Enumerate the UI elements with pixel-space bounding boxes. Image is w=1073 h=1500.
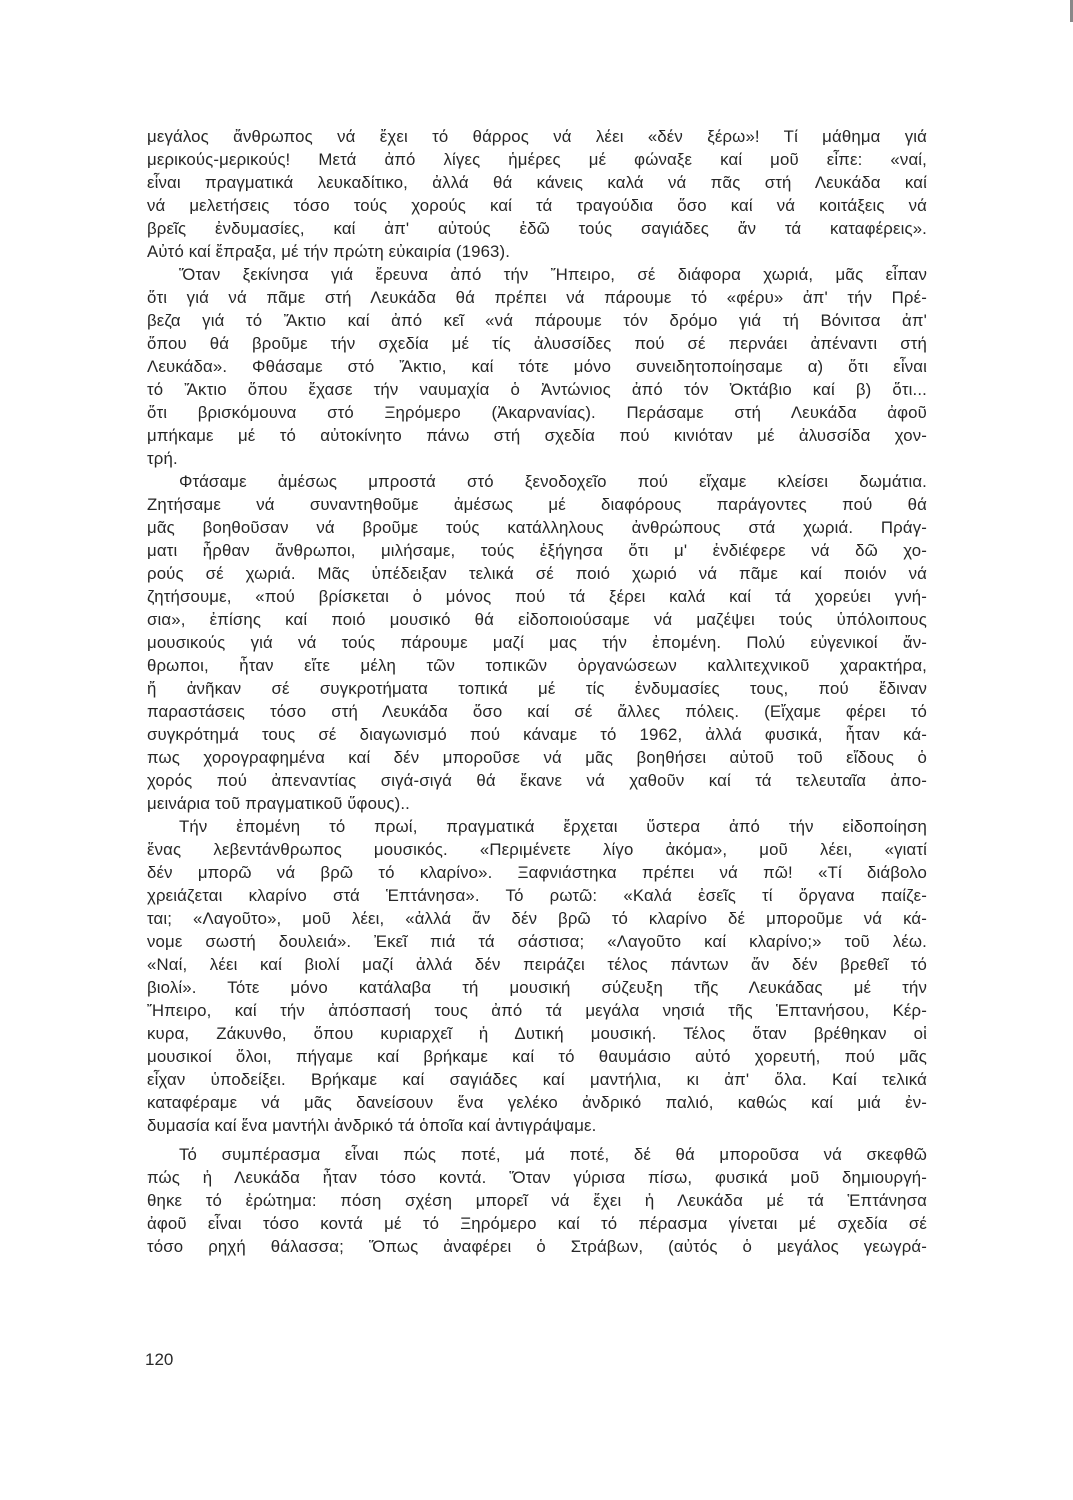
paragraph-5	[147, 1143, 927, 1258]
text-line: «Ναί, λέει καί βιολί μαζί ἀλλά δέν πειράζει τέλος πάντων ἄν δέν βρεθεῖ τό	[147, 955, 927, 974]
text-line: βρεῖς ἐνδυμασίες, καί ἀπ' αὐτούς ἐδῶ τούς σαγιάδες ἄν τά καταφέρεις».	[147, 219, 927, 238]
text-line: ρούς σέ χωριά. Μᾶς ὑπέδειξαν τελικά σέ ποιό χωριό νά πᾶμε καί ποιόν νά	[147, 564, 927, 583]
text-line: μουσικοί ὅλοι, πήγαμε καί βρήκαμε καί τό θαυμάσιο αὐτό χορευτή, πού μᾶς	[147, 1047, 927, 1066]
text-line: ἀφοῦ εἶναι τόσο κοντά μέ τό Ξηρόμερο καί τό πέρασμα γίνεται μέ σχεδία σέ	[147, 1214, 927, 1233]
text-line: τρή.	[147, 449, 178, 468]
text-line: νά μελετήσεις τόσο τούς χορούς καί τά τραγούδια ὅσο καί νά κοιτάξεις νά	[147, 196, 927, 215]
text-line: Αὐτό καί ἔπραξα, μέ τήν πρώτη εὐκαιρία (1963).	[147, 242, 511, 261]
text-line: μᾶς βοηθοῦσαν νά βροῦμε τούς κατάλληλους ἀνθρώπους στά χωριά. Πράγ-	[147, 518, 927, 537]
text-line: σια», ἐπίσης καί ποιό μουσικό θά εἰδοποιούσαμε νά μαζέψει τούς ὑπόλοιπους	[147, 610, 927, 629]
text-line: δέν μπορῶ νά βρῶ τό κλαρίνο». Ξαφνιάστηκα πρέπει νά πῶ! «Τί διάβολο	[147, 863, 927, 882]
text-line: εἶναι πραγματικά λευκαδίτικο, ἀλλά θά κάνεις καλά νά πᾶς στή Λευκάδα καί	[147, 173, 927, 192]
text-line: δυμασία καί ἕνα μαντήλι ἀνδρικό τά ὁποῖα καί ἀντιγράψαμε.	[147, 1116, 597, 1135]
text-line: μεινάρια τοῦ πραγματικοῦ ὕφους)..	[147, 794, 410, 813]
text-line: χρειάζεται κλαρίνο στά Ἑπτάνησα». Τό ρωτῶ: «Καλά ἐσεῖς τί ὄργανα παίζε-	[147, 886, 927, 905]
text-line: ὅπου θά βροῦμε τήν σχεδία μέ τίς ἀλυσσίδες πού σέ περνάει ἀπέναντι στή	[147, 334, 927, 353]
text-line: εἶχαν ὑποδείξει. Βρήκαμε καί σαγιάδες καί μαντήλια, κι ἀπ' ὅλα. Καί τελικά	[147, 1070, 927, 1089]
text-line: ἕνας λεβεντάνθρωπος μουσικός. «Περιμένετε λίγο ἀκόμα», μοῦ λέει, «γιατί	[147, 840, 927, 859]
text-line: πως χορογραφημένα καί δέν μποροῦσε νά μᾶς βοηθήσει αὐτοῦ τοῦ εἴδους ὁ	[147, 748, 927, 767]
text-line: ζητήσουμε, «πού βρίσκεται ὁ μόνος πού τά ξέρει καλά καί τά χορεύει γνή-	[147, 587, 927, 606]
text-line: βεζα γιά τό Ἄκτιο καί ἀπό κεῖ «νά πάρουμε τόν δρόμο γιά τή Βόνιτσα ἀπ'	[147, 311, 927, 330]
text-line: Τό συμπέρασμα εἶναι πώς ποτέ, μά ποτέ, δέ θά μποροῦσα νά σκεφθῶ	[179, 1145, 927, 1164]
text-line: Λευκάδα». Φθάσαμε στό Ἄκτιο, καί τότε μόνο συνειδητοποίησαμε α) ὅτι εἶναι	[147, 357, 927, 376]
text-line: βιολί». Τότε μόνο κατάλαβα τή μουσική σύζευξη τῆς Λευκάδας μέ τήν	[147, 978, 927, 997]
paragraph-1	[147, 125, 927, 263]
text-line: Τήν ἐπομένη τό πρωί, πραγματικά ἔρχεται ὕστερα ἀπό τήν εἰδοποίηση	[179, 817, 927, 836]
text-line: καταφέραμε νά μᾶς δανείσουν ἕνα γελέκο ἀνδρικό παλιό, καθώς καί μιά ἐν-	[147, 1093, 927, 1112]
text-line: τόσο ρηχή θάλασσα; Ὅπως ἀναφέρει ὁ Στράβων, (αὐτός ὁ μεγάλος γεωγρά-	[147, 1237, 927, 1256]
text-line: μουσικούς γιά νά τούς πάρουμε μαζί μας τήν ἐπομένη. Πολύ εὐγενικοί ἄν-	[147, 633, 927, 652]
page-number: 120	[145, 1350, 174, 1369]
text-line: μπήκαμε μέ τό αὐτοκίνητο πάνω στή σχεδία πού κινιόταν μέ ἀλυσσίδα χον-	[147, 426, 927, 445]
text-line: Φτάσαμε ἀμέσως μπροστά στό ξενοδοχεῖο πού εἴχαμε κλείσει δωμάτια.	[179, 472, 927, 491]
paragraph-4	[147, 815, 927, 1137]
paragraph-3	[147, 470, 927, 815]
text-line: χορός πού ἀπεναντίας σιγά-σιγά θά ἔκανε νά χαθοῦν καί τά τελευταῖα ἀπο-	[147, 771, 927, 790]
paragraph-2	[147, 263, 927, 470]
text-line: μεγάλος ἄνθρωπος νά ἔχει τό θάρρος νά λέει «δέν ξέρω»! Τί μάθημα γιά	[147, 127, 927, 146]
text-line: πώς ἡ Λευκάδα ἦταν τόσο κοντά. Ὅταν γύρισα πίσω, φυσικά μοῦ δημιουργή-	[147, 1168, 927, 1187]
text-line: Ὅταν ξεκίνησα γιά ἔρευνα ἀπό τήν Ἤπειρο, σέ διάφορα χωριά, μᾶς εἶπαν	[179, 265, 927, 284]
text-line: τό Ἄκτιο ὅπου ἔχασε τήν ναυμαχία ὁ Ἀντώνιος ἀπό τόν Ὀκτάβιο καί β) ὅτι...	[147, 380, 927, 399]
text-line: Ἤπειρο, καί τήν ἀπόσπασή τους ἀπό τά μεγάλα νησιά τῆς Ἑπτανήσου, Κέρ-	[147, 1001, 927, 1020]
text-line: Ζητήσαμε νά συναντηθοῦμε ἀμέσως μέ διαφόρους παράγοντες πού θά	[147, 495, 927, 514]
body-text	[147, 125, 927, 1258]
text-line: παραστάσεις τόσο στή Λευκάδα ὅσο καί σέ ἄλλες πόλεις. (Εἴχαμε φέρει τό	[147, 702, 927, 721]
text-line: ματι ἦρθαν ἄνθρωποι, μιλήσαμε, τούς ἐξήγησα ὅτι μ' ἐνδιέφερε νά δῶ χο-	[147, 541, 927, 560]
text-line: θρωποι, ἦταν εἴτε μέλη τῶν τοπικῶν ὀργανώσεων καλλιτεχνικοῦ χαρακτήρα,	[147, 656, 927, 675]
text-line: θηκε τό ἐρώτημα: πόση σχέση μπορεῖ νά ἔχει ἡ Λευκάδα μέ τά Ἑπτάνησα	[147, 1191, 927, 1210]
text-line: νομε σωστή δουλειά». Ἐκεῖ πιά τά σάστισα; «Λαγοῦτο καί κλαρίνο;» τοῦ λέω.	[147, 932, 927, 951]
text-line: ται; «Λαγοῦτο», μοῦ λέει, «ἀλλά ἄν δέν βρῶ τό κλαρίνο δέ μποροῦμε νά κά-	[147, 909, 927, 928]
text-line: κυρα, Ζάκυνθο, ὅπου κυριαρχεῖ ἡ Δυτική μουσική. Τέλος ὅταν βρέθηκαν οἱ	[147, 1024, 927, 1043]
text-line: συγκρότημά τους σέ διαγωνισμό πού κάναμε τό 1962, ἀλλά φυσικά, ἦταν κά-	[147, 725, 927, 744]
text-line: ἤ ἀνῆκαν σέ συγκροτήματα τοπικά μέ τίς ἐνδυμασίες τους, πού ἔδιναν	[147, 679, 927, 698]
text-line: μερικούς-μερικούς! Μετά ἀπό λίγες ἡμέρες μέ φώναξε καί μοῦ εἶπε: «ναί,	[147, 150, 927, 169]
text-line: ὅτι γιά νά πᾶμε στή Λευκάδα θά πρέπει νά πάρουμε τό «φέρυ» ἀπ' τήν Πρέ-	[147, 288, 927, 307]
text-line: ὅτι βρισκόμουνα στό Ξηρόμερο (Ἀκαρνανίας). Περάσαμε στή Λευκάδα ἀφοῦ	[147, 403, 927, 422]
